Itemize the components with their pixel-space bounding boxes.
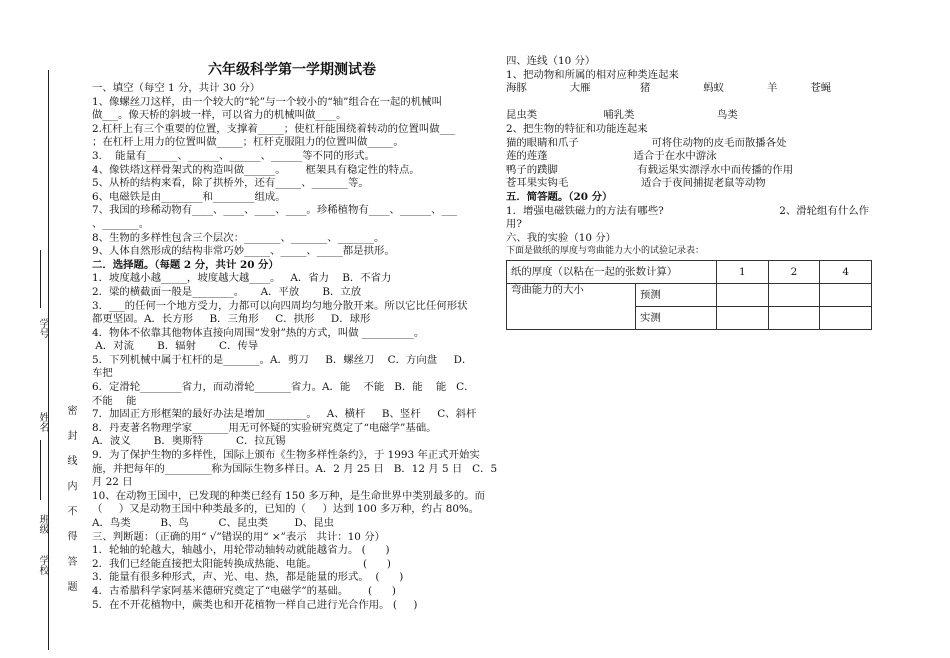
question-line: 7．加固正方形框架的最好办法是增加________。 A、横杆 B、竖杆 C、斜杆	[92, 408, 477, 421]
predict-cell-4[interactable]	[820, 284, 872, 307]
question-line: 8．丹麦著名物理学家_______用无可怀疑的实验研究奠定了“电磁学”基础。	[92, 421, 437, 434]
question-line: 4．物体不依靠其他物体直接向周围“发射”热的方式，叫做 __________。	[92, 326, 425, 339]
actual-label-cell: 实测	[636, 307, 717, 330]
left-column	[92, 60, 498, 612]
question-line: 不能 能	[92, 394, 137, 407]
binding-seal-text: 密 封 线 内 不 得 答 题	[65, 405, 76, 598]
page-title: 六年级科学第一学期测试卷	[208, 62, 376, 78]
question-line: 2．我们已经能直接把太阳能转换成热能、电能。 ( )	[92, 557, 391, 570]
question-line: 用?	[506, 218, 522, 231]
question-line: 2、把生物的特征和功能连起来	[506, 122, 648, 135]
question-line: 3. 能量有______、______、______、______等不同的形式。	[92, 149, 375, 162]
question-line: 5、从桥的结构来看，除了拱桥外，还有_____、_______等。	[92, 177, 369, 190]
question-line: 1．增强电磁铁磁力的方法有哪些? 2、滑轮组有什么作	[506, 204, 869, 217]
right-column	[506, 55, 912, 330]
question-line: A．鸟类 B、鸟 C、昆虫类 D、昆虫	[92, 517, 334, 529]
question-line: 9、人体自然形成的结构非常巧妙_____、_____、_____都是拱形。	[92, 245, 395, 258]
question-line: 7、我国的珍稀动物有____、____、____、____。珍稀植物有____、______、___	[92, 204, 458, 217]
experiment-caption: 下面是做纸的厚度与弯曲能力大小的试验记录表：	[506, 246, 705, 257]
question-line: 2.杠杆上有三个重要的位置，支撑着_____；使杠杆能围绕着转动的位置叫做___	[92, 122, 456, 135]
predict-label-cell: 预测	[636, 284, 717, 307]
question-line: 9．为了保护生物的多样性，国际上颁布《生物多样性条约》，于 1993 年正式开始实	[92, 449, 480, 462]
binding-line	[48, 70, 49, 650]
question-line: 五．简答题。（20 分）	[506, 190, 613, 203]
actual-cell-1[interactable]	[717, 307, 769, 330]
question-line: 鸭子的蹼脚 有载运果实漂浮水中而传播的作用	[506, 163, 794, 176]
question-line: ；在杠杆上用力的位置叫做_____；杠杆克服阻力的位置叫做_____。	[92, 136, 404, 149]
question-line: 1．坡度越小越_____，坡度越大越____。 A．省力 B．不省力	[92, 272, 392, 285]
name-blank-line	[40, 440, 41, 500]
number-blank-line	[40, 250, 41, 308]
question-line: 四、连线（10 分）	[506, 55, 596, 67]
binding-school-label: 学校	[37, 555, 48, 575]
predict-cell-1[interactable]	[717, 284, 769, 307]
question-line: A．对流 B．辐射 C．传导	[92, 340, 259, 353]
question-line: 1．轮轴的轮越大，轴越小，用轮带动轴转动就能越省力。 ( )	[92, 544, 390, 557]
question-line	[506, 96, 912, 110]
question-line: 二．选择题。（每题 2 分，共计 20 分）	[92, 258, 279, 271]
question-line: 10、在动物王国中，已发现的种类已经有 150 多万种，是生命世界中类别最多的。而	[92, 489, 485, 502]
binding-margin	[0, 0, 76, 658]
question-line: 猫的眼睛和爪子 可将住动物的皮毛而散播各处	[506, 136, 787, 149]
question-line: 三、判断题：（正确的用“ √”错误的用“ ×”表示 共计：10 分）	[92, 530, 386, 543]
question-line: 1、像螺丝刀这样，由一个较大的“轮”与一个较小的“轴”组合在一起的机械叫	[92, 95, 442, 108]
table-row	[507, 261, 872, 284]
question-line: 车把	[92, 367, 113, 380]
question-line: 月 22 日	[92, 476, 133, 489]
predict-cell-2[interactable]	[768, 284, 820, 307]
question-line: 苍耳果实钩毛 适合于夜间捕捉老鼠等动物	[506, 177, 766, 190]
right-question-lines	[506, 55, 912, 245]
binding-number-label: 学号	[37, 318, 48, 338]
question-line: 莲的莲蓬 适合于在水中游泳	[506, 150, 717, 163]
ability-label-cell: 弯曲能力的大小	[507, 284, 636, 330]
actual-cell-4[interactable]	[820, 307, 872, 330]
question-line: 做___。像天桥的斜坡一样，可以省力的机械叫做____。	[92, 109, 347, 122]
question-line: 8、生物的多样性包含三个层次：_______、_______、_______。	[92, 231, 385, 244]
left-question-lines	[92, 82, 498, 612]
binding-name-label: 姓名	[37, 412, 48, 432]
thickness-label-cell: 纸的厚度（以粘在一起的张数计算）	[507, 261, 717, 284]
actual-cell-2[interactable]	[768, 307, 820, 330]
column-3-header: 4	[820, 261, 872, 284]
question-line: 6、电磁铁是由________和________组成。	[92, 190, 286, 203]
question-line: 2．梁的横截面一般是________。 A．平放 B．立放	[92, 285, 362, 298]
question-line: 3．能量有很多种形式，声、光、电、热，都是能量的形式。 ( )	[92, 571, 404, 584]
question-line: 5．下列机械中属于杠杆的是_______。A．剪刀 B．螺丝刀 C．方向盘 D．	[92, 353, 473, 366]
question-line: 都更坚固。A．长方形 B．三角形 C．拱形 D．球形	[92, 313, 371, 326]
question-line: 4、像铁塔这样骨架式的构造叫做______。 框架具有稳定性的特点。	[92, 163, 420, 176]
question-line: 6．定滑轮________省力，而动滑轮_______省力。A．能 不能 B．能 能 C．	[92, 381, 475, 394]
question-line: 5．在不开花植物中，蕨类也和开花植物一样自己进行光合作用。 ( )	[92, 598, 418, 611]
column-2-header: 2	[768, 261, 820, 284]
question-line: 昆虫类 哺乳类 鸟类	[506, 109, 738, 122]
question-line: 4．古希腊科学家阿基米德研究奠定了“电磁学”的基础。 ( )	[92, 584, 396, 597]
question-line: 1、把动物和所属的相对应种类连起来	[506, 68, 679, 81]
binding-class-label: 班级	[37, 514, 48, 534]
column-1-header: 1	[717, 261, 769, 284]
question-line: 、_______。	[92, 217, 150, 230]
question-line: 六、我的实验（10 分）	[506, 231, 617, 244]
experiment-table	[506, 260, 872, 330]
question-line: A．波义 B．奥斯特 C．拉瓦锡	[92, 435, 286, 448]
question-line: 施，并把每年的_________称为国际生物多样日。A．2 月 25 日 B．12 月 5 日 C．5	[92, 462, 498, 475]
question-line: （ ）又是动物王国中种类最多的，已知的（ ）达到 100 多万种，约占 80%。	[92, 503, 480, 516]
question-line: 海豚 大雁 猪 蚂蚁 羊 苍蝇	[506, 82, 832, 95]
question-line: 3．___的任何一个地方受力，力都可以向四周均匀地分散开来。所以它比任何形状	[92, 299, 468, 312]
table-row	[507, 284, 872, 307]
question-line: 一、填空（每空 1 分，共计 30 分）	[92, 82, 261, 94]
